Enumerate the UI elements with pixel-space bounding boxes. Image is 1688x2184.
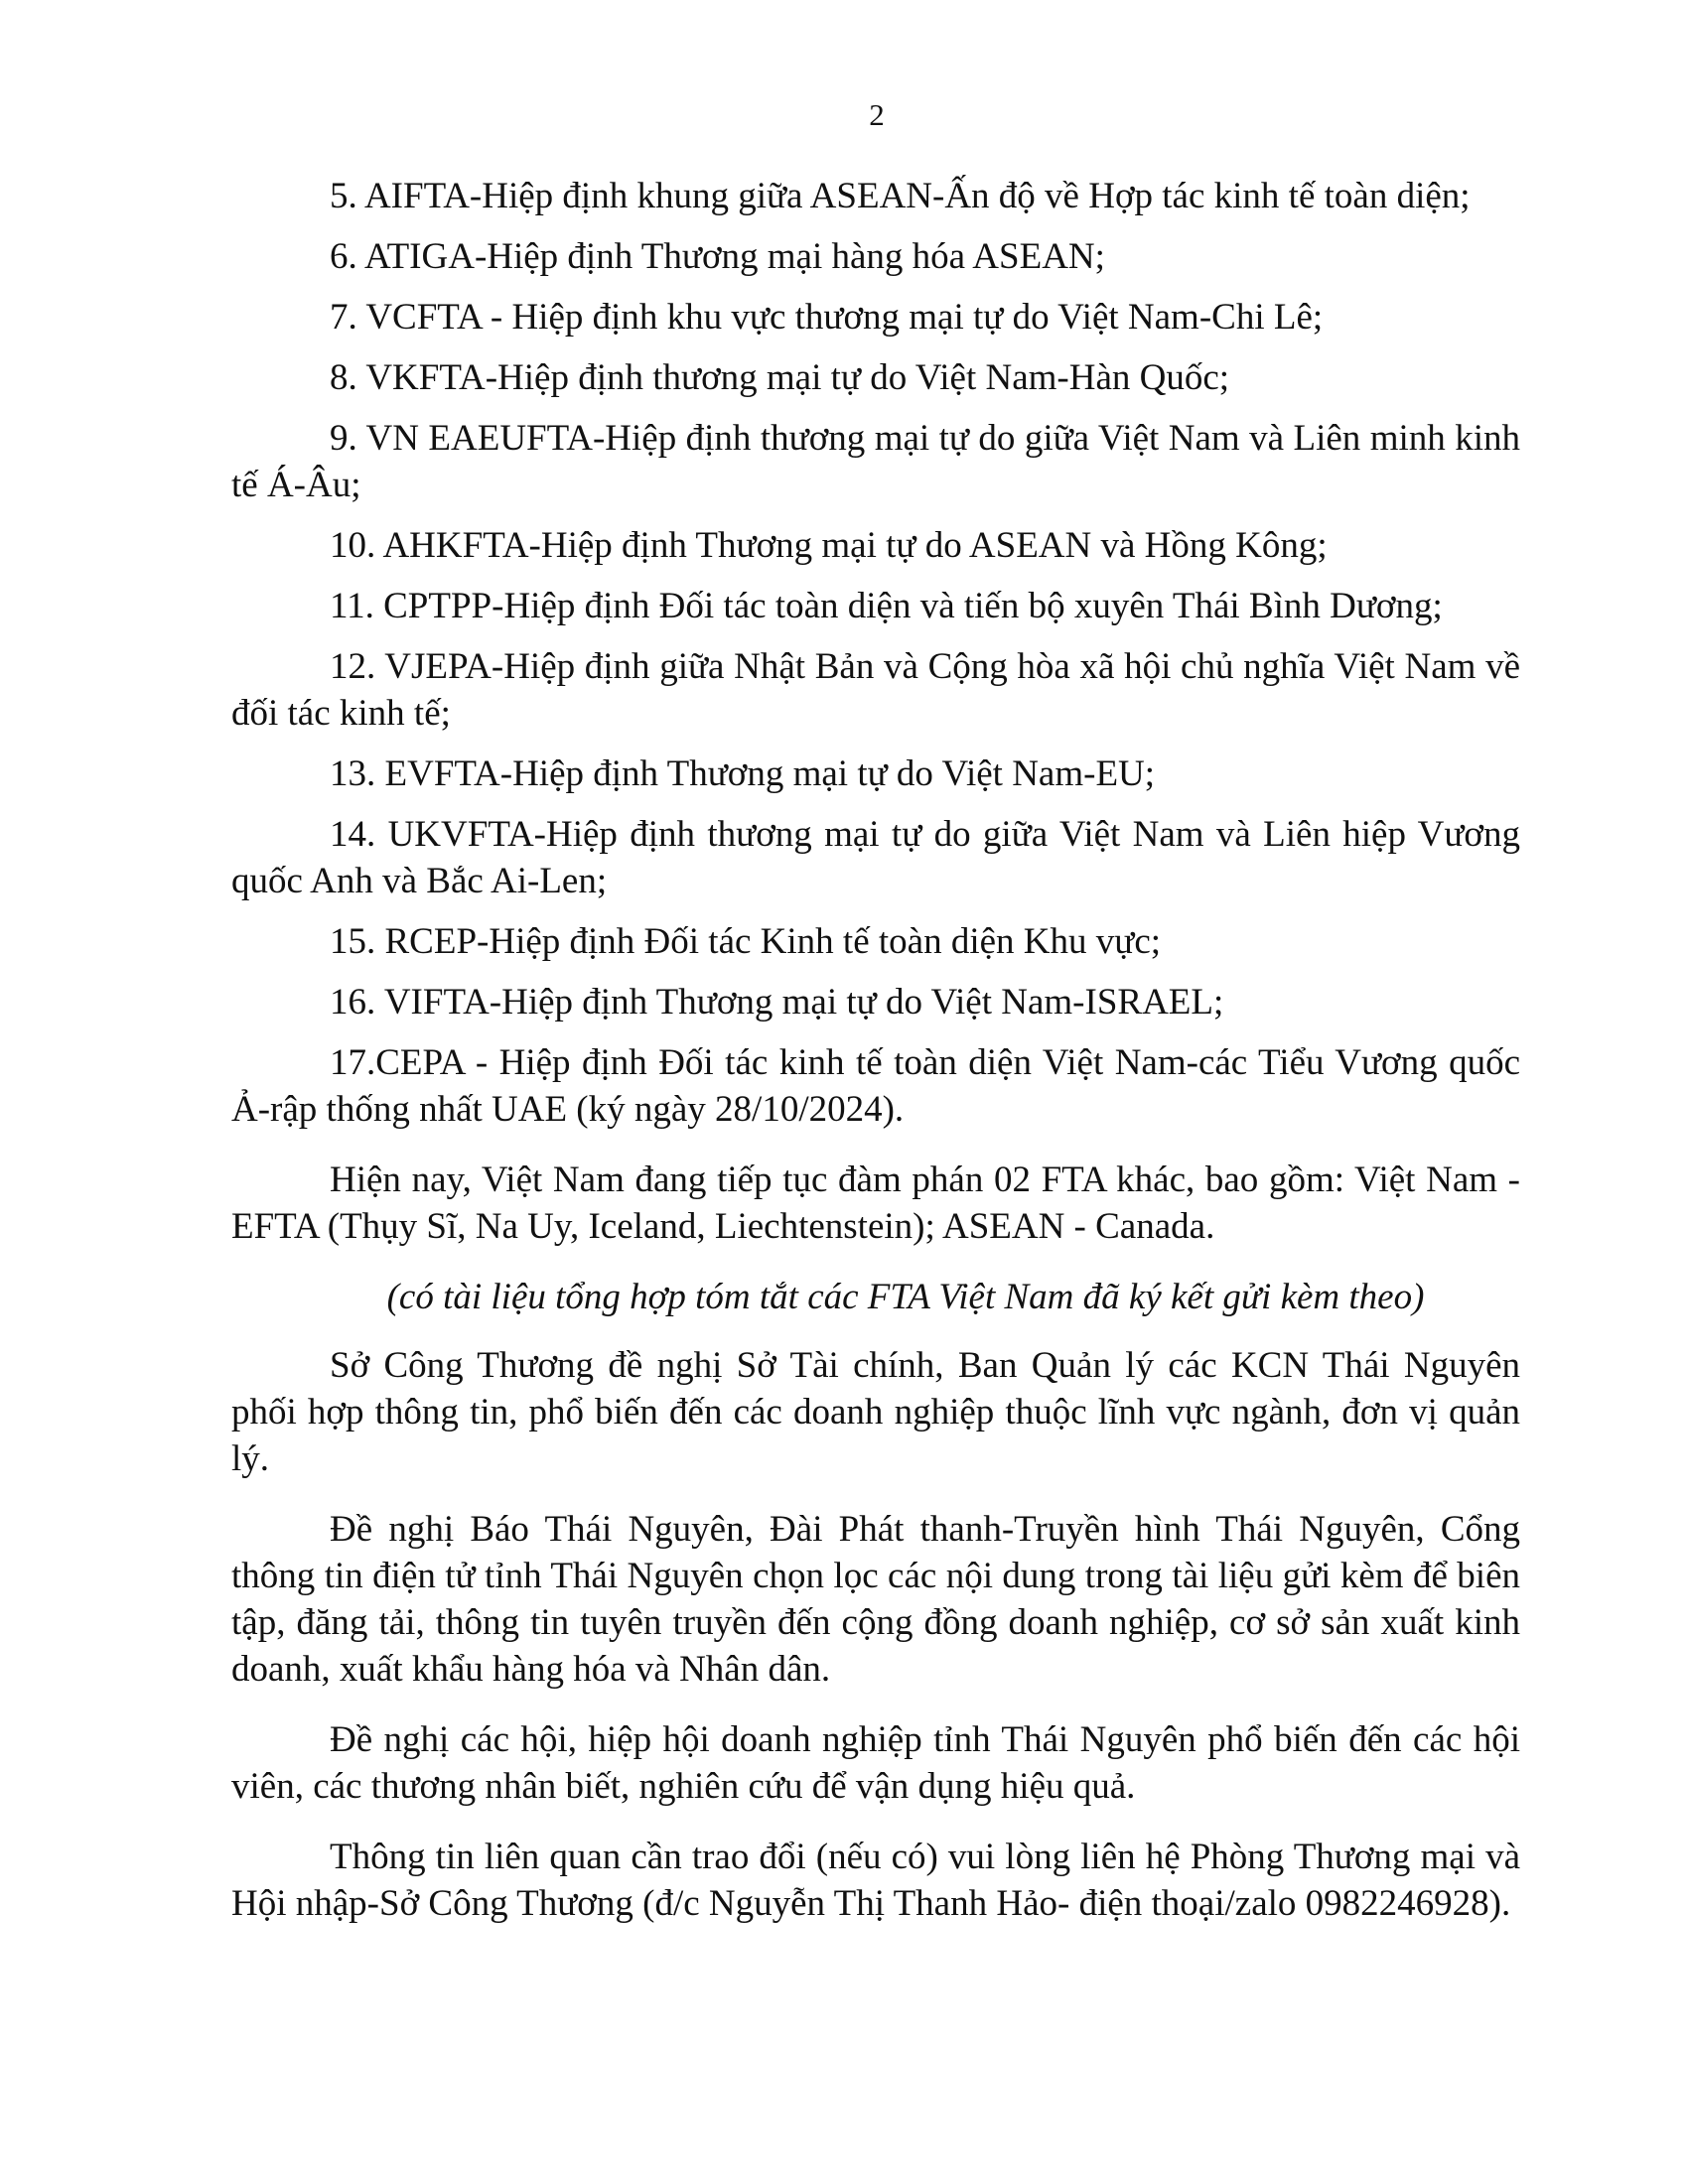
negotiation-paragraph: Hiện nay, Việt Nam đang tiếp tục đàm phán 02 FTA khác, bao gồm: Việt Nam - EFTA (Thụy Sĩ, Na Uy, Iceland, Liechtenstein); ASEAN - Canada. [231,1160,1520,1247]
list-item: 15. RCEP-Hiệp định Đối tác Kinh tế toàn diện Khu vực; [330,921,1162,962]
page-number: 2 [869,97,885,132]
list-item: 6. ATIGA-Hiệp định Thương mại hàng hóa ASEAN; [330,236,1105,277]
list-item: 11. CPTPP-Hiệp định Đối tác toàn diện và tiến bộ xuyên Thái Bình Dương; [330,586,1443,626]
list-item: 12. VJEPA-Hiệp định giữa Nhật Bản và Cộng hòa xã hội chủ nghĩa Việt Nam về đối tác kinh tế; [231,646,1520,734]
attachment-note: (có tài liệu tổng hợp tóm tắt các FTA Việt Nam đã ký kết gửi kèm theo) [386,1277,1425,1317]
list-item: 9. VN EAEUFTA-Hiệp định thương mại tự do giữa Việt Nam và Liên minh kinh tế Á-Âu; [231,418,1520,505]
list-item: 7. VCFTA - Hiệp định khu vực thương mại tự do Việt Nam-Chi Lê; [330,297,1324,338]
list-item: 17.CEPA - Hiệp định Đối tác kinh tế toàn diện Việt Nam-các Tiểu Vương quốc Ả-rập thống nhất UAE (ký ngày 28/10/2024). [231,1042,1520,1130]
request-media-paragraph: Đề nghị Báo Thái Nguyên, Đài Phát thanh-Truyền hình Thái Nguyên, Cổng thông tin điện tử tỉnh Thái Nguyên chọn lọc các nội dung trong tài liệu gửi kèm để biên tập, đăng tải, thông tin tuyên truyền đến cộng đồng doanh nghiệp, cơ sở sản xuất kinh doanh, xuất khẩu hàng hóa và Nhân dân. [231,1509,1520,1690]
document-body [231,173,1520,1951]
list-item: 8. VKFTA-Hiệp định thương mại tự do Việt Nam-Hàn Quốc; [330,357,1230,398]
fta-list [231,173,1520,1133]
list-item: 5. AIFTA-Hiệp định khung giữa ASEAN-Ấn độ về Hợp tác kinh tế toàn diện; [330,176,1471,216]
list-item: 13. EVFTA-Hiệp định Thương mại tự do Việt Nam-EU; [330,753,1156,794]
request-finance-paragraph: Sở Công Thương đề nghị Sở Tài chính, Ban Quản lý các KCN Thái Nguyên phối hợp thông tin, phổ biến đến các doanh nghiệp thuộc lĩnh vực ngành, đơn vị quản lý. [231,1345,1520,1479]
list-item: 16. VIFTA-Hiệp định Thương mại tự do Việt Nam-ISRAEL; [330,982,1224,1023]
list-item: 14. UKVFTA-Hiệp định thương mại tự do giữa Việt Nam và Liên hiệp Vương quốc Anh và Bắc Ai-Len; [231,814,1520,901]
request-associations-paragraph: Đề nghị các hội, hiệp hội doanh nghiệp tỉnh Thái Nguyên phổ biến đến các hội viên, các thương nhân biết, nghiên cứu để vận dụng hiệu quả. [231,1719,1520,1807]
contact-paragraph: Thông tin liên quan cần trao đổi (nếu có) vui lòng liên hệ Phòng Thương mại và Hội nhập-Sở Công Thương (đ/c Nguyễn Thị Thanh Hảo- điện thoại/zalo 0982246928). [231,1837,1520,1924]
list-item: 10. AHKFTA-Hiệp định Thương mại tự do ASEAN và Hồng Kông; [330,525,1328,566]
